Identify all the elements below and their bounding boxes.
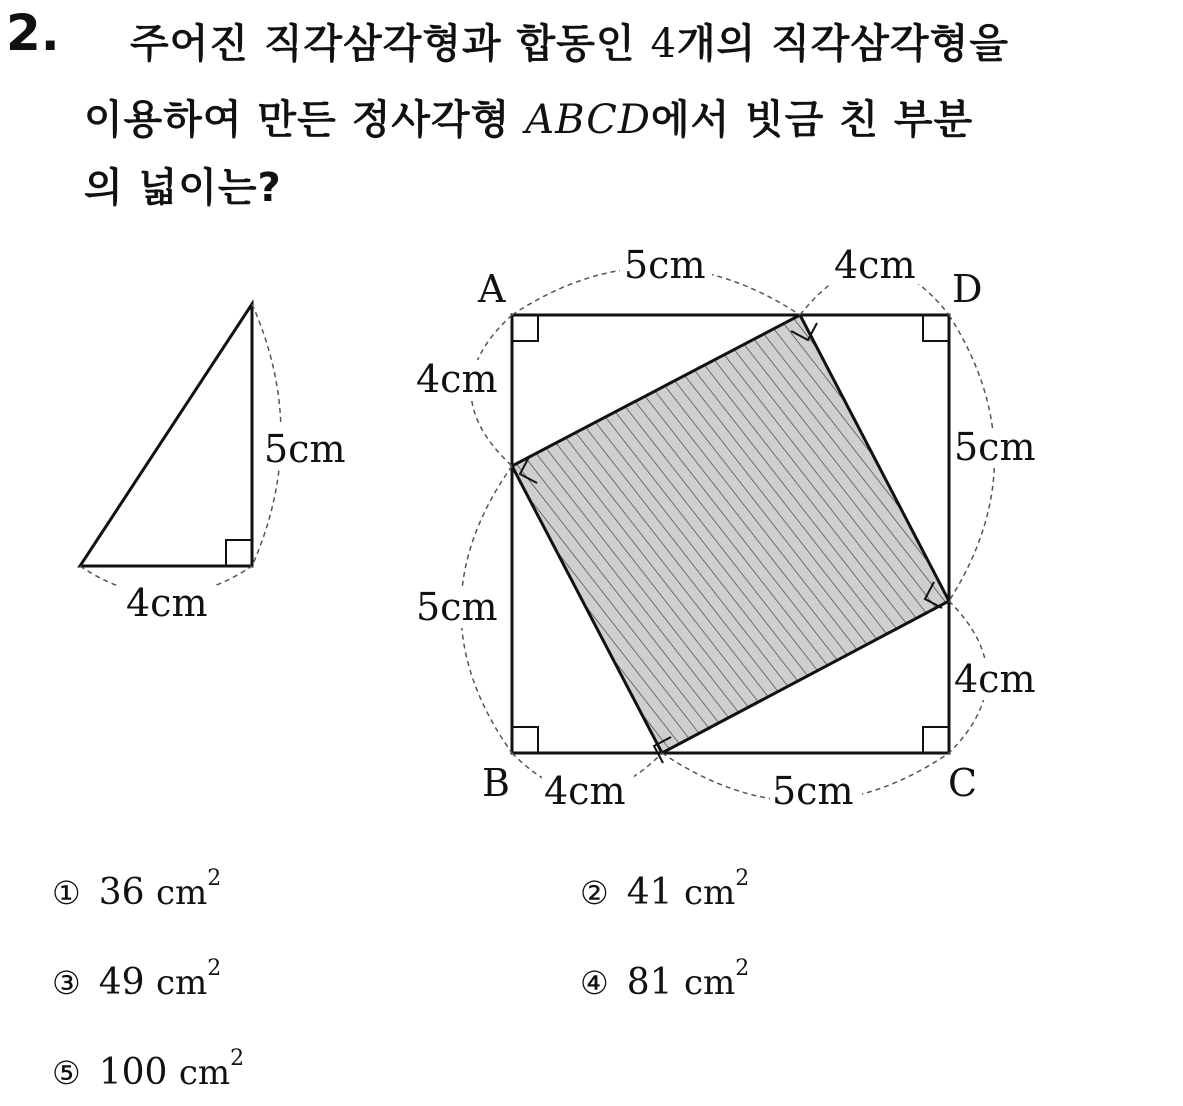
left-bottom-segment-label: 5cm (416, 585, 498, 629)
question-line-2-math: ABCD (525, 97, 651, 143)
choice-4-unit: cm (683, 963, 736, 1003)
choice-1[interactable] (52, 866, 222, 913)
question-number: 2. (6, 4, 60, 62)
choice-4-value: 81 (626, 962, 673, 1003)
question-line-1-pre: 주어진 직각삼각형과 합동인 (130, 21, 651, 67)
triangle-base-label: 4cm (126, 581, 208, 625)
choice-2-unit: cm (683, 873, 736, 913)
choice-4-exponent: 2 (735, 956, 750, 981)
choice-5-unit: cm (178, 1053, 231, 1093)
choice-3-mark: ③ (52, 964, 81, 1002)
question-line-2-pre: 이용하여 만든 정사각형 (84, 97, 526, 143)
question-line-1-post: 개의 직각삼각형을 (676, 21, 1009, 67)
square-abcd (414, 243, 1044, 813)
choice-5-exponent: 2 (230, 1046, 245, 1071)
choice-2[interactable] (580, 866, 750, 913)
vertex-b-label: B (482, 761, 510, 805)
triangle-right-angle-mark (226, 540, 252, 566)
choice-1-unit: cm (155, 873, 208, 913)
choice-5-mark: ⑤ (52, 1054, 81, 1092)
top-right-segment-label: 4cm (834, 243, 916, 287)
shaded-inner-square (512, 315, 949, 753)
given-triangle (80, 304, 354, 625)
question-line-1-number: 4 (650, 21, 677, 67)
vertex-a-label: A (478, 267, 506, 311)
right-bottom-segment-label: 4cm (954, 657, 1036, 701)
choice-1-value: 36 (98, 872, 145, 913)
corner-d-right-angle-mark (923, 315, 949, 341)
choice-3-unit: cm (155, 963, 208, 1003)
choice-4-mark: ④ (580, 964, 609, 1002)
choice-3-value: 49 (98, 962, 145, 1003)
triangle-height-label: 5cm (264, 427, 346, 471)
corner-a-right-angle-mark (512, 315, 538, 341)
corner-b-right-angle-mark (512, 727, 538, 753)
question-line-2-post: 에서 빗금 친 부분 (650, 97, 974, 143)
choice-1-mark: ① (52, 874, 81, 912)
vertex-c-label: C (948, 761, 978, 805)
question-line-3: 의 넓이는? (84, 165, 282, 211)
choice-1-exponent: 2 (207, 866, 222, 891)
choice-2-exponent: 2 (735, 866, 750, 891)
choice-4[interactable] (580, 956, 750, 1003)
bottom-right-segment-label: 5cm (772, 769, 854, 813)
right-top-segment-label: 5cm (954, 425, 1036, 469)
top-left-segment-label: 5cm (624, 243, 706, 287)
choice-3[interactable] (52, 956, 222, 1003)
left-top-segment-label: 4cm (416, 357, 498, 401)
bottom-left-segment-label: 4cm (544, 769, 626, 813)
choice-5-value: 100 (98, 1052, 168, 1093)
choice-3-exponent: 2 (207, 956, 222, 981)
choice-2-value: 41 (626, 872, 673, 913)
choice-2-mark: ② (580, 874, 609, 912)
corner-c-right-angle-mark (923, 727, 949, 753)
choice-5[interactable] (52, 1046, 245, 1093)
triangle-outline (80, 304, 252, 566)
vertex-d-label: D (952, 267, 983, 311)
